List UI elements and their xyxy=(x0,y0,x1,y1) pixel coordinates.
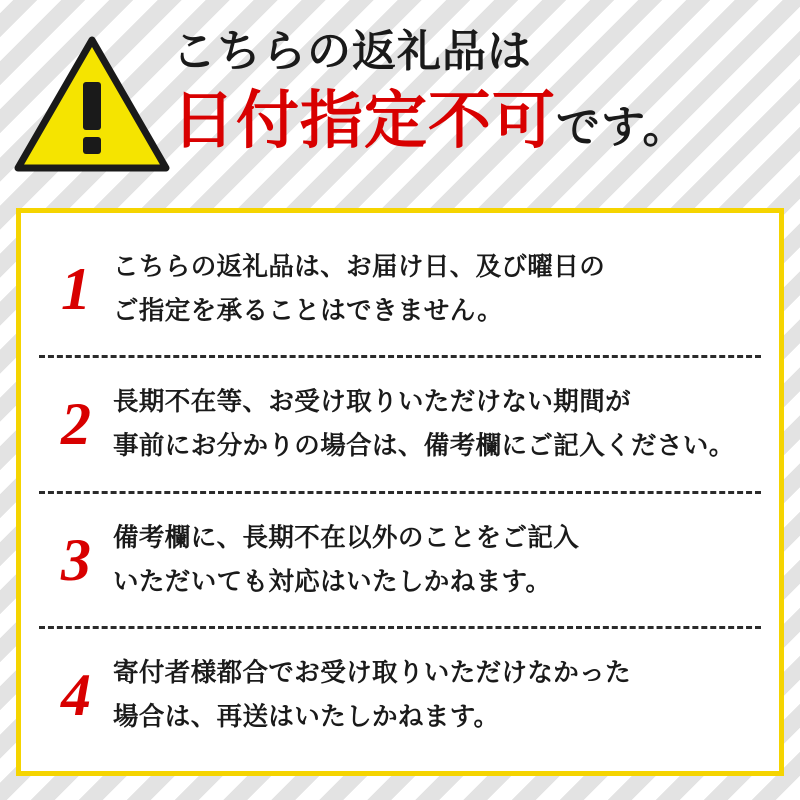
item-text-line: 寄付者様都合でお受け取りいただけなかった xyxy=(113,658,632,687)
notice-list xyxy=(21,213,779,771)
item-text xyxy=(113,380,761,468)
item-text-line: 場合は、再送はいたしかねます。 xyxy=(113,702,500,731)
warning-triangle-exclamation-icon xyxy=(14,36,170,172)
item-text-line: ご指定を承ることはできません。 xyxy=(113,297,504,326)
list-item xyxy=(39,626,761,761)
banner-header xyxy=(0,0,800,196)
list-item xyxy=(39,355,761,490)
notice-card xyxy=(16,208,784,776)
headline xyxy=(172,24,792,173)
item-text-line: こちらの返礼品は、お届け日、及び曜日の xyxy=(113,253,606,282)
item-text-line: 備考欄に、長期不在以外のことをご記入 xyxy=(113,523,580,552)
item-text xyxy=(113,516,761,604)
item-text xyxy=(113,651,761,739)
item-number: 4 xyxy=(61,661,91,728)
item-text xyxy=(113,245,761,333)
item-number: 2 xyxy=(61,391,91,458)
headline-line-2 xyxy=(172,86,792,173)
headline-line-1: こちらの返礼品は xyxy=(172,27,532,76)
headline-emphasis: 日付指定不可 xyxy=(172,86,556,156)
item-text-line: 長期不在等、お受け取りいただけない期間が xyxy=(113,388,632,417)
list-item xyxy=(39,491,761,626)
item-number: 3 xyxy=(61,526,91,593)
list-item xyxy=(39,223,761,355)
headline-tail: です。 xyxy=(556,103,688,152)
item-text-line: 事前にお分かりの場合は、備考欄にご記入ください。 xyxy=(113,432,735,461)
item-number: 1 xyxy=(61,256,91,323)
item-text-line: いただいても対応はいたしかねます。 xyxy=(113,567,552,596)
